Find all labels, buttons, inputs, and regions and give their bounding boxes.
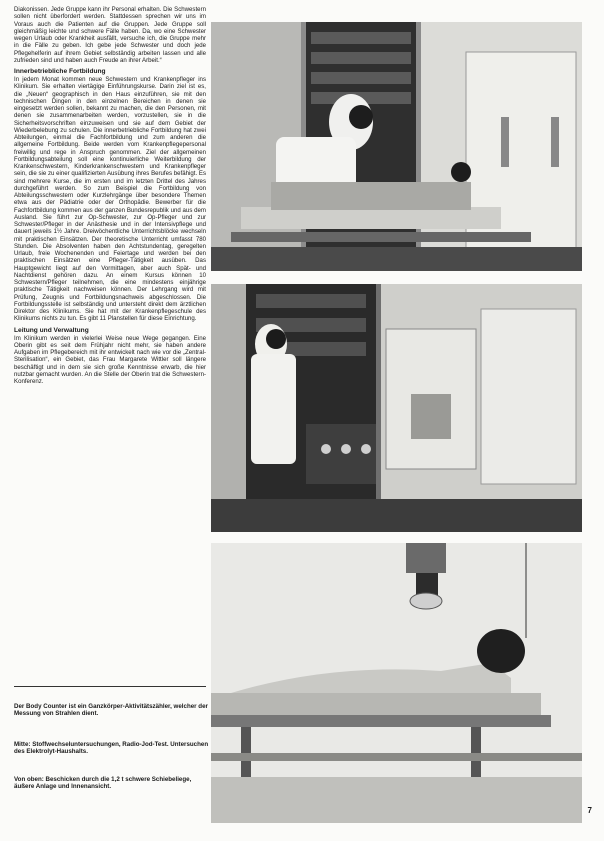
- paragraph: Im Klinikum werden in vielerlei Weise neue Wege gegangen. Eine Oberin gibt es seit dem Frühjahr nicht mehr, sie haben andere Aufgaben im Pflegebereich mit ihr entwickelt nach wie vor die „Zentral-Sterilisation“, ein Gebiet, das Frau Margarete Wittler soll längere beschäftigt und in dem sie sich große Kenntnisse erwarb, die hier nutzbar gemacht wurden. An die Stelle der Oberin trat die Schwestern-Konferenz.: [14, 334, 206, 385]
- caption-body-counter: Der Body Counter ist ein Ganzkörper-Aktivitätszähler, welcher der Messung von Strahlen dient.: [14, 703, 208, 718]
- page-number: 7: [587, 806, 592, 815]
- paragraph: In jedem Monat kommen neue Schwestern und Krankenpfleger ins Klinikum. Sie erhalten viertägige Einführungskurse. Darin ziel ist es, die „Neuen“ geographisch in den Haus einzuführen, sie mit den technischen Dingen in den einzelnen Bereichen in denen sie eingesetzt werden sollen, bekannt zu machen, die den Personen, mit denen sie zusammenarbeiten werden, vorzustellen, sie in die Sicherheitsvorschriften einzuweisen und sie auf dem Gebiet der Wiederbelebung zu schulen. Die innerbetriebliche Fortbildung hat zwei Abteilungen, einmal die Fachfortbildung und zum anderen die allgemeine Fortbildung. Beide werden vom Krankenpflegepersonal freiwillig und rege in Anspruch genommen. Ziel der allgemeinen Fortbildungsabteilung soll eine kontinuierliche Weiterbildung der Krankenschwestern, Kinderkrankenschwestern und Krankenpfleger sein, die sie zu einer qualifizierten Ausübung ihres Berufes befähigt. Es sind mehrere Kurse, die im ersten und im letzten Drittel des Jahres durchgeführt werden. So zum Beispiel die Fortbildung von Abteilungsschwestern oder Kurzlehrgänge über besondere Themen etwa aus der Pädiatrie oder der Orthopädie. Bewerber für die Fachfortbildung kommen aus der ganzen Bundesrepublik und aus dem Ausland. Sie führt zur Op-Schwester, zur Op-Pfleger und zur Schwester/Pfleger in der Anästhesie und in der Intensivpflege und dauert jeweils 1½ Jahre. Dreiwöchentliche Unterrichtsblöcke wechseln mit praktischen Einsätzen. Der theoretische Unterricht umfasst 780 Stunden. Die Absolventen haben den Achtstundentag, geregelten Urlaub, freie Wochenenden und Feiertage und werden bei den praktischen Einsätzen eine Pfleger-Tätigkeit ausüben. Das Hauptgewicht liegt auf den Vormittagen, aber auch Spät- und Nachtdienst gehören dazu. An einem Kursus können 10 Schwestern/Pfleger teilnehmen, die eine mindestens einjährige praktische Tätigkeit nachweisen können. Der Lehrgang wird mit Prüfung, Zeugnis und Fortbildungsnachweis abgeschlossen. Die Fortbildungsstelle ist selbständig und untersteht direkt dem ärztlichen Direktor des Klinikums. Sie hat mit der Krankenpflegeschule des Klinikums nichts zu tun. Es gibt 11 Planstellen für diese Einrichtung.: [14, 76, 206, 323]
- text-column: [14, 6, 206, 385]
- caption-divider: [14, 686, 206, 687]
- paragraph: Diakonissen. Jede Gruppe kann ihr Personal erhalten. Die Schwestern sollen nicht überfordert werden. Stattdessen sprechen wir uns im Voraus auch die Patienten auf die Gruppen. Jede Gruppe soll gleichmäßig leichte und schwere Fälle haben. Da, wo eine Schwester wegen Urlaub oder Krankheit ausfällt, versuche ich, die Gruppe mehr in die Fälle zu geben. Ich gebe jede Schwester und doch jede Pflegehelferin auf ihrem Gebiet selbständig arbeiten lassen und alle zufrieden sind und haben auch Freude an ihrer Arbeit.“: [14, 6, 206, 64]
- section-heading: Innerbetriebliche Fortbildung: [14, 68, 106, 75]
- caption-middle: Mitte: Stoffwechseluntersuchungen, Radio-Jod-Test. Untersuchen des Elektrolyt-Haushalts.: [14, 741, 209, 756]
- photo-patient-on-bed: [211, 543, 582, 823]
- caption-from-top: Von oben: Beschicken durch die 1,2 t schwere Schiebeliege, äußere Anlage und Innenansicht.: [14, 776, 192, 791]
- section-heading: Leitung und Verwaltung: [14, 326, 89, 334]
- photo-control-room: [211, 284, 582, 532]
- photo-body-counter-loading: [211, 22, 582, 271]
